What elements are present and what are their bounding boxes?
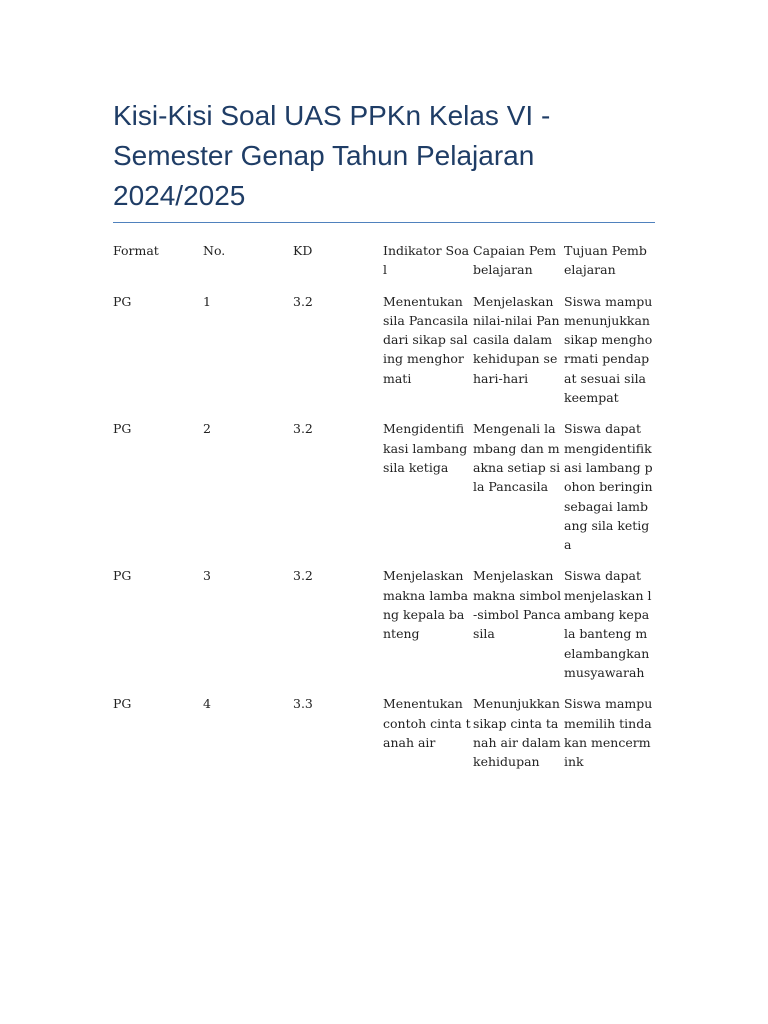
cell-format: PG (113, 421, 132, 437)
cell-capaian-pembelajaran: Mengenali lambang dan makna setiap sila Pancasila (473, 421, 561, 495)
cell-kd: 3.3 (293, 696, 313, 712)
cell-capaian-pembelajaran: Menjelaskan nilai-nilai Pancasila dalam kehidupan sehari-hari (473, 293, 560, 386)
header-capaian-pembelajaran: Capaian Pembelajaran (473, 243, 557, 278)
header-format: Format (113, 243, 159, 258)
header-indikator-soal: Indikator Soal (383, 243, 470, 278)
cell-tujuan-pembelajaran: Siswa dapat menjelaskan lambang kepala banteng melambangkan musyawarah (564, 568, 652, 680)
cell-tujuan-pembelajaran: Siswa dapat mengidentifikasi lambang pohon beringin sebagai lambang sila ketiga (564, 421, 653, 553)
cell-no: 3 (203, 568, 211, 584)
table-row (113, 292, 655, 420)
cell-no: 1 (203, 293, 211, 309)
cell-kd: 3.2 (293, 293, 313, 309)
cell-indikator-soal: Menentukan sila Pancasila dari sikap saling menghormati (383, 293, 469, 386)
cell-capaian-pembelajaran: Menunjukkan sikap cinta tanah air dalam kehidupan (473, 696, 561, 770)
cell-format: PG (113, 568, 132, 584)
header-kd: KD (293, 243, 313, 258)
cell-kd: 3.2 (293, 568, 313, 584)
cell-tujuan-pembelajaran: Siswa mampu memilih tindakan mencermink (564, 696, 653, 770)
grid-table (113, 241, 655, 783)
table-row (113, 566, 655, 694)
cell-no: 2 (203, 421, 211, 437)
cell-format: PG (113, 293, 132, 309)
cell-capaian-pembelajaran: Menjelaskan makna simbol-simbol Pancasila (473, 568, 562, 642)
table-row (113, 694, 655, 783)
document-page (113, 96, 655, 783)
cell-indikator-soal: Menjelaskan makna lambang kepala banteng (383, 568, 469, 642)
header-no: No. (203, 243, 226, 258)
cell-tujuan-pembelajaran: Siswa mampu menunjukkan sikap menghormati pendapat sesuai sila keempat (564, 293, 653, 406)
cell-kd: 3.2 (293, 421, 313, 437)
document-title: Kisi-Kisi Soal UAS PPKn Kelas VI - Semester Genap Tahun Pelajaran 2024/2025 (113, 96, 655, 223)
table-row (113, 419, 655, 566)
cell-indikator-soal: Menentukan contoh cinta tanah air (383, 696, 471, 750)
cell-indikator-soal: Mengidentifikasi lambang sila ketiga (383, 421, 468, 475)
table-header-row (113, 241, 655, 292)
header-tujuan-pembelajaran: Tujuan Pembelajaran (564, 243, 647, 278)
cell-format: PG (113, 696, 132, 712)
cell-no: 4 (203, 696, 211, 712)
